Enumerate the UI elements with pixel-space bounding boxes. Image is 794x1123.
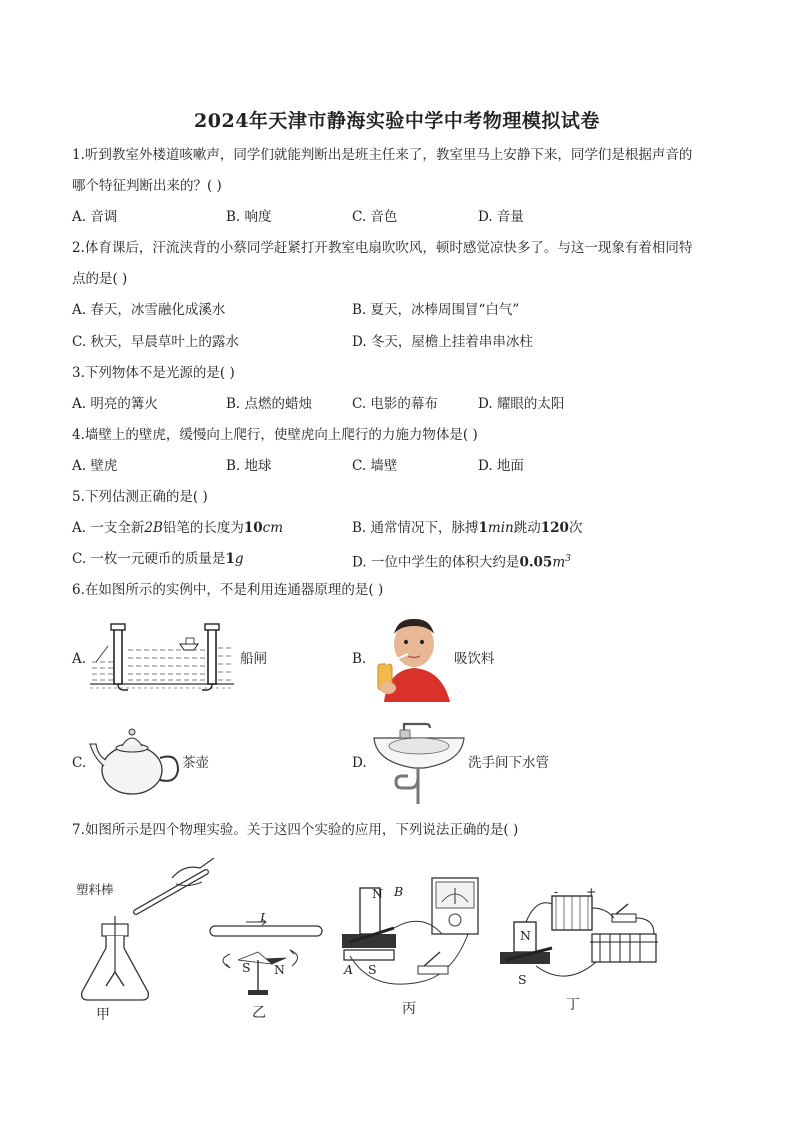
q5-option-c: C. 一枚一元硬币的质量是1g — [72, 551, 244, 567]
boy-drinking-figure — [368, 612, 454, 702]
magnet-n-label: N — [372, 886, 383, 901]
q6-option-d-letter: D. — [352, 755, 367, 771]
oersted-figure — [206, 916, 326, 1000]
q3-option-c: C. 电影的幕布 — [352, 396, 438, 412]
q3-option-d: D. 耀眼的太阳 — [478, 396, 565, 412]
figure-jia-label: 甲 — [96, 1007, 110, 1023]
q5-option-b: B. 通常情况下，脉搏1min跳动120次 — [352, 520, 583, 536]
question-1-stem-cont: 哪个特征判断出来的？( ) — [72, 178, 222, 194]
q6-option-b-letter: B. — [352, 651, 367, 667]
q3-option-b: B. 点燃的蜡烛 — [226, 396, 313, 412]
battery-plus-label: + — [586, 884, 597, 899]
question-2-stem-cont: 点的是( ) — [72, 271, 128, 287]
page-title: 2024年天津市静海实验中学中考物理模拟试卷 — [194, 110, 600, 132]
q6-option-c-caption: 茶壶 — [182, 755, 209, 771]
q5-option-d: D. 一位中学生的体积大约是$0.05m^3$ — [352, 554, 571, 571]
needle-n-label: N — [274, 962, 285, 977]
q1-option-c: C. 音色 — [352, 209, 398, 225]
q1-option-d: D. 音量 — [478, 209, 524, 225]
figure-ding-label: 丁 — [566, 997, 580, 1013]
q6-option-a-letter: A. — [72, 651, 87, 667]
question-4-stem: 4.墙壁上的壁虎，缓慢向上爬行，使壁虎向上爬行的力施力物体是( ) — [72, 427, 478, 443]
current-label: I — [260, 910, 265, 925]
q6-option-b-caption: 吸饮料 — [454, 651, 495, 667]
battery-minus-label: - — [554, 884, 559, 899]
question-3-stem: 3.下列物体不是光源的是( ) — [72, 365, 235, 381]
question-2-stem: 2.体育课后，汗流浃背的小蔡同学赶紧打开教室电扇吹吹风，顿时感觉凉快多了。与这一现象有着相同特 — [72, 240, 693, 256]
q4-option-c: C. 墙壁 — [352, 458, 398, 474]
question-6-stem: 6.在如图所示的实例中，不是利用连通器原理的是( ) — [72, 582, 384, 598]
induction-figure — [332, 872, 482, 998]
motor-s-label: S — [518, 972, 527, 987]
figure-yi-label: 乙 — [252, 1005, 266, 1021]
q4-option-d: D. 地面 — [478, 458, 524, 474]
q6-option-c-letter: C. — [72, 755, 87, 771]
point-b-label: B — [394, 884, 404, 899]
q2-option-b: B. 夏天，冰棒周围冒“白气” — [352, 302, 520, 318]
q1-option-a: A. 音调 — [72, 209, 118, 225]
question-7-stem: 7.如图所示是四个物理实验。关于这四个实验的应用，下列说法正确的是( ) — [72, 822, 519, 838]
q2-option-a: A. 春天，冰雪融化成溪水 — [72, 302, 226, 318]
q4-option-b: B. 地球 — [226, 458, 272, 474]
q6-option-a-caption: 船闸 — [240, 651, 267, 667]
question-5-stem: 5.下列估测正确的是( ) — [72, 489, 208, 505]
q4-option-a: A. 壁虎 — [72, 458, 118, 474]
q2-option-c: C. 秋天，早晨草叶上的露水 — [72, 334, 239, 350]
sink-drain-figure — [368, 716, 468, 806]
teapot-figure — [88, 722, 182, 798]
question-1-stem: 1.听到教室外楼道咳嗽声，同学们就能判断出是班主任来了，教室里马上安静下来，同学们是根据声音的 — [72, 147, 693, 163]
ship-lock-figure — [88, 622, 236, 692]
motor-n-label: N — [520, 928, 531, 943]
q6-option-d-caption: 洗手间下水管 — [468, 755, 549, 771]
q3-option-a: A. 明亮的篝火 — [72, 396, 158, 412]
plastic-rod-label: 塑料棒 — [76, 882, 114, 897]
figure-bing-label: 丙 — [402, 1001, 416, 1017]
electroscope-figure — [76, 852, 216, 1008]
magnet-s-label: S — [368, 962, 377, 977]
needle-s-label: S — [242, 960, 251, 975]
q2-option-d: D. 冬天，屋檐上挂着串串冰柱 — [352, 334, 533, 350]
q5-option-a: A. 一支全新2B铅笔的长度为10cm — [72, 520, 284, 536]
point-a-label: A — [344, 962, 354, 977]
q1-option-b: B. 响度 — [226, 209, 272, 225]
